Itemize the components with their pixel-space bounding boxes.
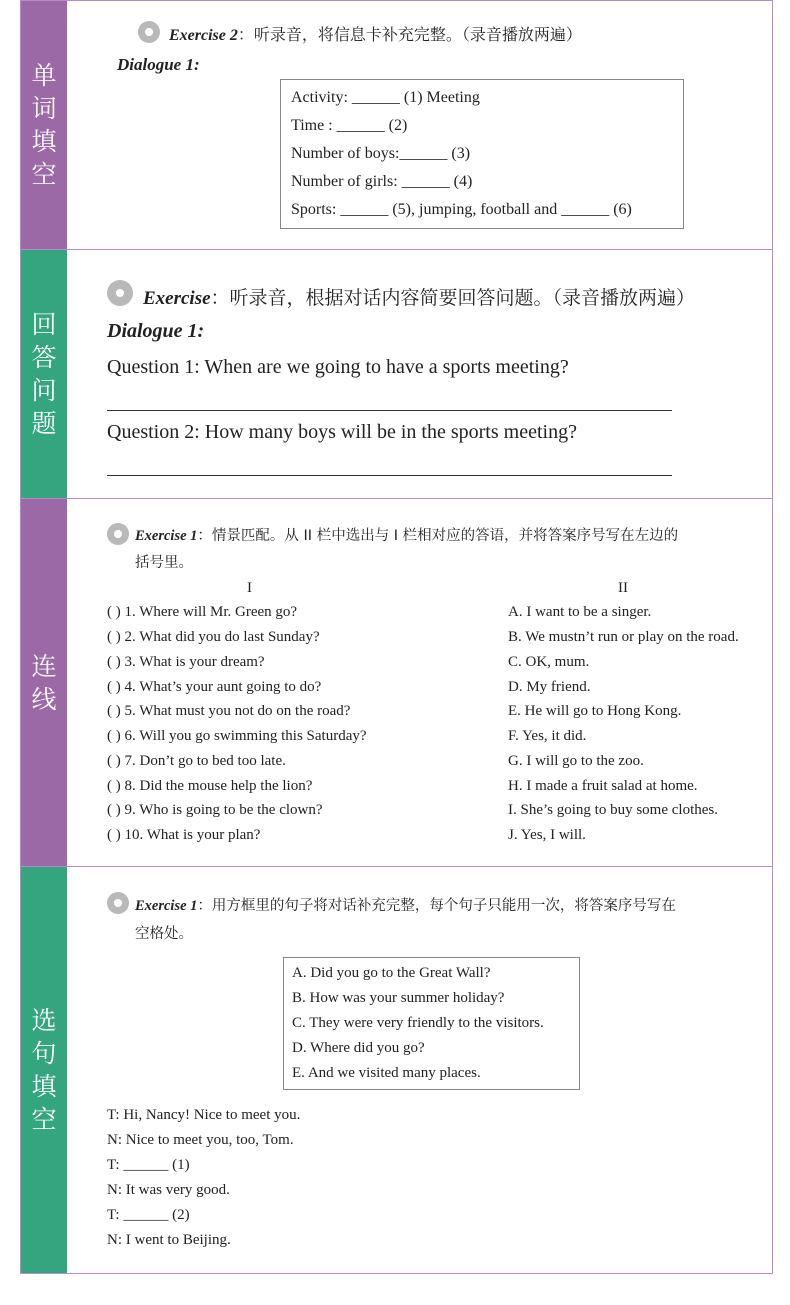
exercise-heading: Exercise 1：用方框里的句子将对话补充完整，每个句子只能用一次，将答案序号写在	[135, 898, 676, 914]
dialogue-label: Dialogue 1:	[107, 320, 205, 342]
exercise-heading-cont: 括号里。	[135, 555, 193, 571]
option-item: D. Where did you go?	[292, 1040, 425, 1056]
answer-item: D. My friend.	[508, 679, 591, 695]
exercise-heading: Exercise 2：听录音，将信息卡补充完整。（录音播放两遍）	[169, 25, 582, 44]
question-item: ( ) 10. What is your plan?	[107, 827, 261, 843]
dialogue-line: T: Hi, Nancy! Nice to meet you.	[107, 1107, 301, 1123]
question-item: ( ) 4. What’s your aunt going to do?	[107, 679, 322, 695]
dialogue-line: N: It was very good.	[107, 1182, 230, 1198]
section-matching	[20, 498, 773, 867]
exercise-heading-cont: 空格处。	[135, 926, 193, 942]
question-item: ( ) 1. Where will Mr. Green go?	[107, 604, 298, 620]
dialogue-line: N: Nice to meet you, too, Tom.	[107, 1132, 294, 1148]
answer-item: H. I made a fruit salad at home.	[508, 778, 698, 794]
section-sentence-fill	[20, 866, 773, 1274]
cd-icon	[107, 280, 133, 306]
question-item: ( ) 5. What must you not do on the road?	[107, 703, 351, 719]
option-item: A. Did you go to the Great Wall?	[292, 965, 491, 981]
column-header-1: I	[247, 580, 252, 596]
section-2-side-label: 回 答 问 题	[21, 250, 67, 498]
answer-item: A. I want to be a singer.	[508, 604, 652, 620]
answer-item: E. He will go to Hong Kong.	[508, 703, 682, 719]
cd-icon	[107, 523, 129, 545]
info-card-line: Time : ______ (2)	[291, 117, 408, 134]
answer-line-1[interactable]	[107, 410, 672, 411]
question-item: ( ) 9. Who is going to be the clown?	[107, 802, 323, 818]
question-1: Question 1: When are we going to have a sports meeting?	[107, 356, 569, 378]
option-item: E. And we visited many places.	[292, 1065, 481, 1081]
info-card-line: Number of boys:______ (3)	[291, 145, 471, 162]
info-card-line: Number of girls: ______ (4)	[291, 173, 473, 190]
question-item: ( ) 7. Don’t go to bed too late.	[107, 753, 286, 769]
answer-item: G. I will go to the zoo.	[508, 753, 644, 769]
question-2: Question 2: How many boys will be in the sports meeting?	[107, 421, 577, 443]
info-card	[280, 79, 684, 229]
column-header-2: II	[618, 580, 628, 596]
answer-item: I. She’s going to buy some clothes.	[508, 802, 718, 818]
option-item: C. They were very friendly to the visitors.	[292, 1015, 544, 1031]
question-item: ( ) 2. What did you do last Sunday?	[107, 629, 320, 645]
dialogue-line: T: ______ (1)	[107, 1157, 190, 1173]
section-answer-questions	[20, 249, 773, 499]
question-item: ( ) 8. Did the mouse help the lion?	[107, 778, 313, 794]
dialogue-label: Dialogue 1:	[117, 55, 200, 74]
answer-item: B. We mustn’t run or play on the road.	[508, 629, 739, 645]
section-3-side-label: 连 线	[21, 499, 67, 866]
section-1-side-label: 单 词 填 空	[21, 1, 67, 249]
cd-icon	[107, 892, 129, 914]
cd-icon	[138, 21, 160, 43]
section-word-fill	[20, 0, 773, 250]
answer-item: C. OK, mum.	[508, 654, 590, 670]
info-card-line: Activity: ______ (1) Meeting	[291, 89, 480, 106]
question-item: ( ) 3. What is your dream?	[107, 654, 265, 670]
exercise-heading: Exercise：听录音，根据对话内容简要回答问题。（录音播放两遍）	[143, 287, 696, 309]
info-card-line: Sports: ______ (5), jumping, football and ______ (6)	[291, 201, 632, 218]
answer-item: F. Yes, it did.	[508, 728, 587, 744]
dialogue-line: N: I went to Beijing.	[107, 1232, 231, 1248]
options-box	[283, 957, 580, 1090]
question-item: ( ) 6. Will you go swimming this Saturday?	[107, 728, 367, 744]
option-item: B. How was your summer holiday?	[292, 990, 505, 1006]
exercise-heading: Exercise 1：情景匹配。从 II 栏中选出与 I 栏相对应的答语，并将答案序号写在左边的	[135, 528, 679, 544]
section-4-side-label: 选 句 填 空	[21, 867, 67, 1273]
answer-line-2[interactable]	[107, 475, 672, 476]
dialogue-line: T: ______ (2)	[107, 1207, 190, 1223]
answer-item: J. Yes, I will.	[508, 827, 586, 843]
